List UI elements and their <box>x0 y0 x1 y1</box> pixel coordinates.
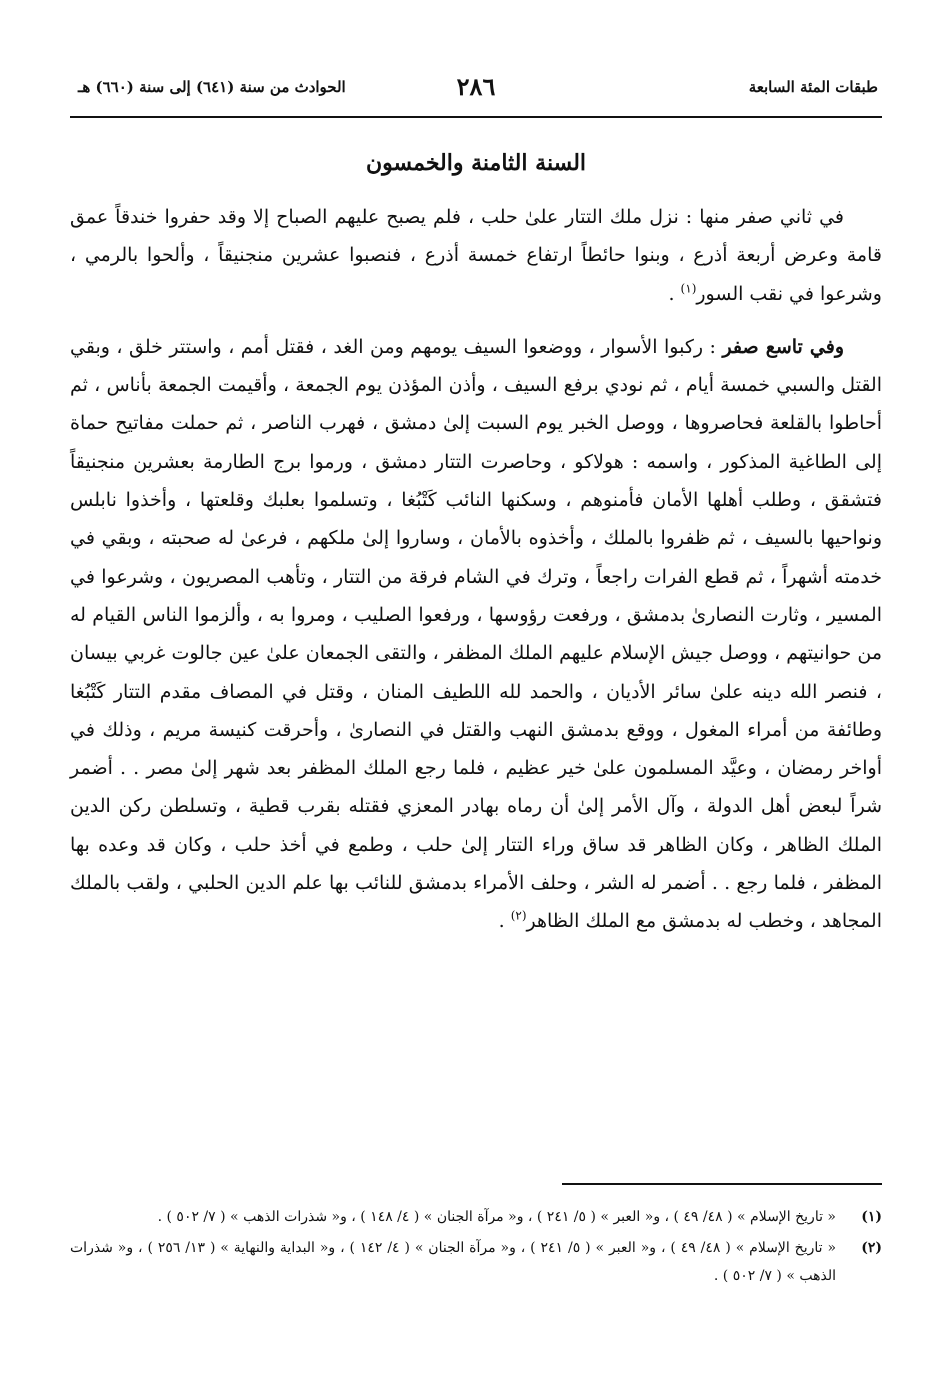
header-divider <box>70 116 882 118</box>
footnote-1 <box>70 1203 882 1231</box>
body-text <box>70 198 882 941</box>
footnote-1-text: « تاريخ الإسلام » ( ٤٨/ ٤٩ ) ، و« العبر » ( ٥/ ٢٤١ ) ، و« مرآة الجنان » ( ٤/ ١٤٨ ) ، و« شذرات الذهب » ( ٧/ ٥٠٢ ) . <box>157 1209 836 1225</box>
footnote-divider <box>562 1183 882 1185</box>
running-head-book-title: طبقات المئة السابعة <box>748 78 878 96</box>
footnote-ref-1: (١) <box>680 281 697 296</box>
footnote-2-number: (٢) <box>861 1240 882 1256</box>
paragraph-1 <box>70 198 882 313</box>
footnote-1-number: (١) <box>861 1209 882 1225</box>
paragraph-1-end: . <box>668 282 681 305</box>
footnote-ref-2: (٢) <box>510 909 527 924</box>
paragraph-2-end: . <box>498 910 511 933</box>
running-head-chapter-title: الحوادث من سنة (٦٤١) إلى سنة (٦٦٠) هـ <box>78 78 346 96</box>
footnote-2-text: « تاريخ الإسلام » ( ٤٨/ ٤٩ ) ، و« العبر » ( ٥/ ٢٤١ ) ، و« مرآة الجنان » ( ٤/ ١٤٢ ) ، و« البداية والنهاية » ( ١٣/ ٢٥٦ ) ، و« شذرات الذهب » ( ٧/ ٥٠٢ ) . <box>70 1240 837 1284</box>
paragraph-2 <box>70 328 882 941</box>
footnote-2 <box>70 1234 882 1290</box>
book-page <box>70 0 882 1391</box>
footnotes <box>70 1203 882 1293</box>
section-title: السنة الثامنة والخمسون <box>365 150 587 176</box>
page-number: ٢٨٦ <box>456 72 496 101</box>
paragraph-2-lead: وفي تاسع صفر <box>722 335 844 358</box>
running-head <box>70 72 882 112</box>
paragraph-2-text: : ركبوا الأسوار ، ووضعوا السيف يومهم ومن الغد ، فقتل أمم ، واستتر خلق ، وبقي القتل والسبي خمسة أيام ، ثم نودي برفع السيف ، وأذن المؤذن يوم الجمعة ، وأقيمت الجمعة بأناس ، ثم أحاطوا بالقلعة فحاصروها ، ووصل الخبر يوم السبت إلىٰ دمشق ، فهرب الناصر ، ثم حملت مفاتيح حماة إلى الطاغية المذكور ، واسمه : هولاكو ، وحاصرت التتار دمشق ، ورموا برج الطارمة بعشرين منجنيقاً فتشقق ، وطلب أهلها الأمان فأمنوهم ، وسكنها النائب كَتْبُغا ، وتسلموا بعلبك وقلعتها ، وأخذوا نابلس ونواحيها بالسيف ، ثم ظفروا بالملك ، وأخذوه بالأمان ، وساروا إلىٰ ملكهم ، فرعىٰ له صحبته ، وبقي في خدمته أشهراً ، ثم قطع الفرات راجعاً ، وترك في الشام فرقة من التتار ، وتأهب المصريون ، وشرعوا في المسير ، وثارت النصارىٰ بدمشق ، ورفعت رؤوسها ، ورفعوا الصليب ، ومروا به ، وألزموا الناس القيام له من حوانيتهم ، ووصل جيش الإسلام عليهم الملك المظفر ، والتقى الجمعان علىٰ عين جالوت غربي بيسان ، فنصر الله دينه علىٰ سائر الأديان ، والحمد لله اللطيف المنان ، وقتل في المصاف مقدم التتار كَتْبُغا وطائفة من أمراء المغول ، ووقع بدمشق النهب والقتل في النصارىٰ ، وأحرقت كنيسة مريم ، وذلك في أواخر رمضان ، وعيَّد المسلمون علىٰ خير عظيم ، فلما رجع الملك المظفر بعد شهر إلىٰ مصر . . أضمر شراً لبعض أهل الدولة ، وآل الأمر إلىٰ أن رماه بهادر المعزي فقتله بقرب قطية ، وتسلطن ركن الدين الملك الظاهر ، وكان الظاهر قد ساق وراء التتار إلىٰ حلب ، وطمع في أخذ حلب ، وكان قد وعده بها المظفر ، فلما رجع . . أضمر له الشر ، وحلف الأمراء بدمشق للنائب بها علم الدين الحلبي ، ولقب بالملك المجاهد ، وخطب له بدمشق مع الملك الظاهر <box>70 335 882 933</box>
paragraph-1-text: في ثاني صفر منها : نزل ملك التتار علىٰ حلب ، فلم يصبح عليهم الصباح إلا وقد حفروا خندقاً عمق قامة وعرض أربعة أذرع ، وبنوا حائطاً ارتفاع خمسة أذرع ، فنصبوا عشرين منجنيقاً ، وألحوا بالرمي ، وشرعوا في نقب السور <box>70 206 882 305</box>
